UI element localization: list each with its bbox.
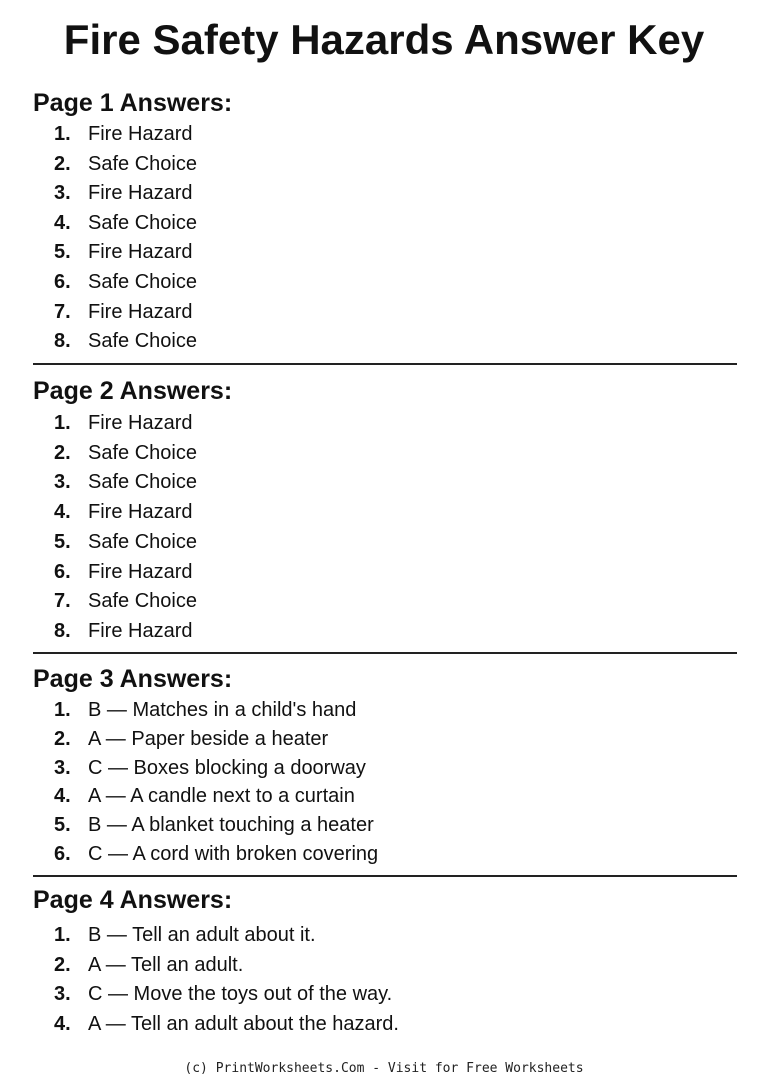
answer-number: 4. (54, 785, 71, 808)
answer-text: Safe Choice (88, 471, 197, 494)
answer-text: Safe Choice (88, 271, 197, 293)
answer-number: 1. (54, 412, 71, 434)
section-divider (33, 652, 737, 654)
answer-number: 6. (54, 560, 71, 583)
answer-number: 1. (54, 123, 71, 145)
answer-text: Fire Hazard (88, 123, 193, 145)
answer-number: 3. (54, 756, 71, 779)
section-heading: Page 1 Answers: (33, 89, 233, 117)
answer-text: Safe Choice (88, 152, 197, 175)
answer-number: 2. (54, 953, 71, 976)
answer-number: 4. (54, 1012, 71, 1035)
answer-number: 4. (54, 211, 71, 234)
answer-number: 2. (54, 727, 71, 750)
answer-text: C — Boxes blocking a doorway (88, 756, 366, 779)
answer-number: 5. (54, 814, 71, 837)
answer-text: Fire Hazard (88, 241, 193, 264)
section-divider (33, 363, 737, 365)
answer-text: A — A candle next to a curtain (88, 785, 355, 808)
answer-number: 6. (54, 843, 71, 865)
answer-text: Fire Hazard (88, 300, 193, 323)
answer-text: Safe Choice (88, 530, 197, 553)
section-heading: Page 4 Answers: (33, 886, 233, 914)
answer-number: 6. (54, 271, 71, 293)
answer-number: 1. (54, 924, 71, 946)
answer-number: 5. (54, 241, 71, 264)
answer-text: Fire Hazard (88, 560, 193, 583)
answer-number: 5. (54, 530, 71, 553)
answer-number: 3. (54, 471, 71, 494)
answer-number: 7. (54, 300, 71, 323)
answer-text: Safe Choice (88, 211, 197, 234)
answer-text: B — A blanket touching a heater (88, 814, 374, 837)
answer-text: Fire Hazard (88, 619, 193, 642)
answer-number: 2. (54, 441, 71, 464)
section-heading: Page 2 Answers: (33, 377, 233, 405)
answer-number: 7. (54, 590, 71, 613)
answer-number: 1. (54, 699, 71, 721)
footer-credit: (c) PrintWorksheets.Com - Visit for Free Worksheets (184, 1061, 584, 1076)
answer-text: C — A cord with broken covering (88, 843, 379, 865)
answer-number: 8. (54, 619, 71, 642)
section-heading: Page 3 Answers: (33, 665, 233, 693)
answer-number: 3. (54, 983, 71, 1005)
answer-text: B — Tell an adult about it. (88, 924, 316, 946)
answer-number: 8. (54, 330, 71, 353)
answer-text: A — Tell an adult about the hazard. (88, 1012, 399, 1035)
answer-text: Safe Choice (88, 441, 197, 464)
page-title: Fire Safety Hazards Answer Key (63, 16, 705, 63)
answer-text: Safe Choice (88, 330, 197, 353)
answer-text: Safe Choice (88, 590, 197, 613)
answer-text: Fire Hazard (88, 182, 193, 205)
answer-number: 4. (54, 501, 71, 524)
answer-text: Fire Hazard (88, 412, 193, 434)
answer-number: 3. (54, 182, 71, 205)
answer-text: A — Tell an adult. (88, 953, 244, 976)
answer-text: C — Move the toys out of the way. (88, 983, 393, 1005)
answer-text: B — Matches in a child's hand (88, 699, 357, 721)
section-divider (33, 875, 737, 877)
answer-number: 2. (54, 152, 71, 175)
answer-text: A — Paper beside a heater (88, 727, 329, 750)
answer-text: Fire Hazard (88, 501, 193, 524)
